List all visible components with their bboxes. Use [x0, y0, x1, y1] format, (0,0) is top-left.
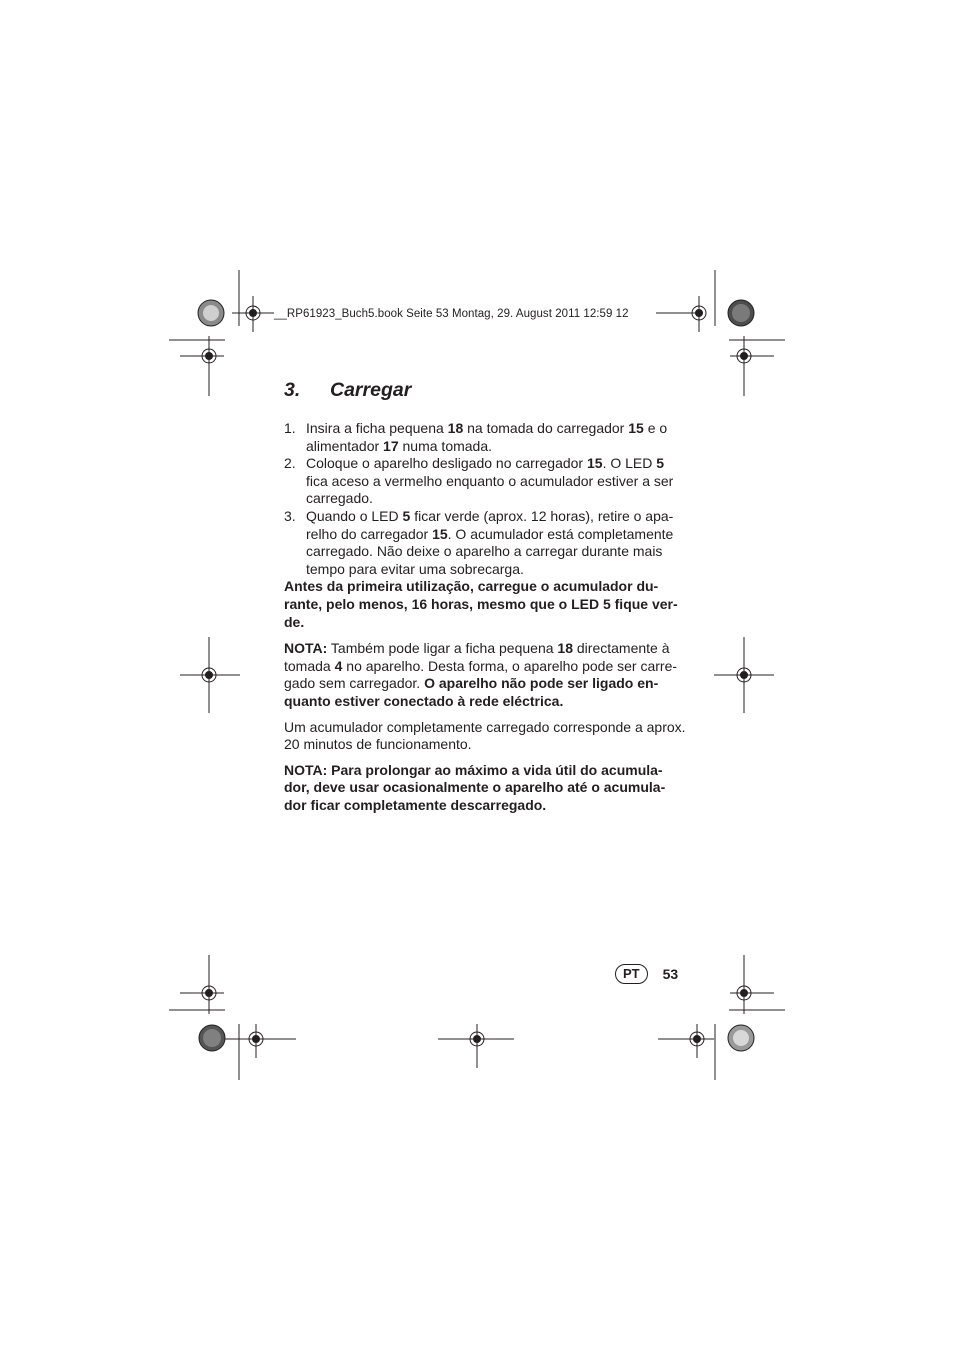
text-run: no aparelho. Desta forma, o aparelho pode ser carre-gado sem carregador.: [284, 657, 678, 692]
bold-text: NOTA:: [284, 640, 328, 657]
text-run: directamente à tomada: [284, 640, 670, 674]
text-run: fica aceso a vermelho enquanto o acumulador estiver a ser carregado.: [306, 472, 674, 507]
text-run: ficar verde (aprox. 12 horas), retire o apa-relho do carregador: [306, 507, 674, 542]
list-item: [284, 420, 686, 455]
section-number: 3.: [284, 379, 301, 401]
section-heading: [284, 378, 686, 402]
bold-text: 17: [383, 437, 399, 454]
step-number: 2.: [284, 455, 296, 472]
text-run: Quando o LED: [306, 507, 403, 524]
text-run: . O LED: [602, 455, 657, 472]
step-number: 1.: [284, 420, 296, 436]
first-use-warning: [284, 578, 686, 631]
text-run: na tomada do carregador: [463, 420, 629, 436]
bold-text: 15: [586, 455, 603, 472]
runtime-paragraph: [284, 719, 686, 754]
bold-text: 18: [447, 420, 464, 436]
bold-text: NOTA: Para prolongar ao máximo a vida útil do acumula-dor, deve usar ocasionalmente o aparelho até o acumula-dor ficar completamente descarregado.: [284, 761, 666, 813]
text-run: Também pode ligar a ficha pequena: [327, 640, 558, 657]
text-run: Um acumulador completamente carregado corresponde a aprox. 20 minutos de funcionamento.: [284, 718, 686, 753]
language-badge: PT: [615, 964, 648, 984]
step-text: [306, 420, 686, 455]
section-title: Carregar: [330, 379, 412, 401]
bold-text: O aparelho não pode ser ligado en-quanto estiver conectado à rede eléctrica.: [284, 675, 659, 709]
list-item: [284, 508, 686, 578]
text-run: . O acumulador está completamente carregado. Não deixe o aparelho a carregar durante mais tempo para evitar uma sobrecarga.: [306, 525, 674, 577]
text-run: e o alimentador: [306, 420, 668, 454]
bold-text: 5: [402, 507, 411, 524]
bold-text: 18: [557, 640, 573, 657]
text-run: numa tomada.: [398, 437, 493, 454]
page-number: 53: [662, 966, 679, 982]
bold-text: 5: [656, 455, 665, 472]
step-text: [306, 455, 686, 508]
step-number: 3.: [284, 507, 296, 524]
step-list: [284, 420, 686, 578]
note-paragraph: [284, 640, 686, 710]
print-header: __RP61923_Buch5.book Seite 53 Montag, 29. August 2011 12:59 12: [274, 308, 629, 320]
text-run: Insira a ficha pequena: [306, 420, 448, 436]
bold-text: 15: [432, 525, 448, 542]
page-footer: [615, 964, 678, 984]
note-paragraph: [284, 762, 686, 815]
text-run: Coloque o aparelho desligado no carregador: [306, 455, 587, 472]
bold-text: 15: [628, 420, 644, 436]
page-content: [284, 378, 686, 814]
bold-text: 4: [334, 657, 343, 674]
list-item: [284, 455, 686, 508]
bold-text: Antes da primeira utilização, carregue o acumulador du-rante, pelo menos, 16 horas, mesmo que o LED 5 fique ver-de.: [284, 578, 678, 630]
step-text: [306, 508, 686, 578]
